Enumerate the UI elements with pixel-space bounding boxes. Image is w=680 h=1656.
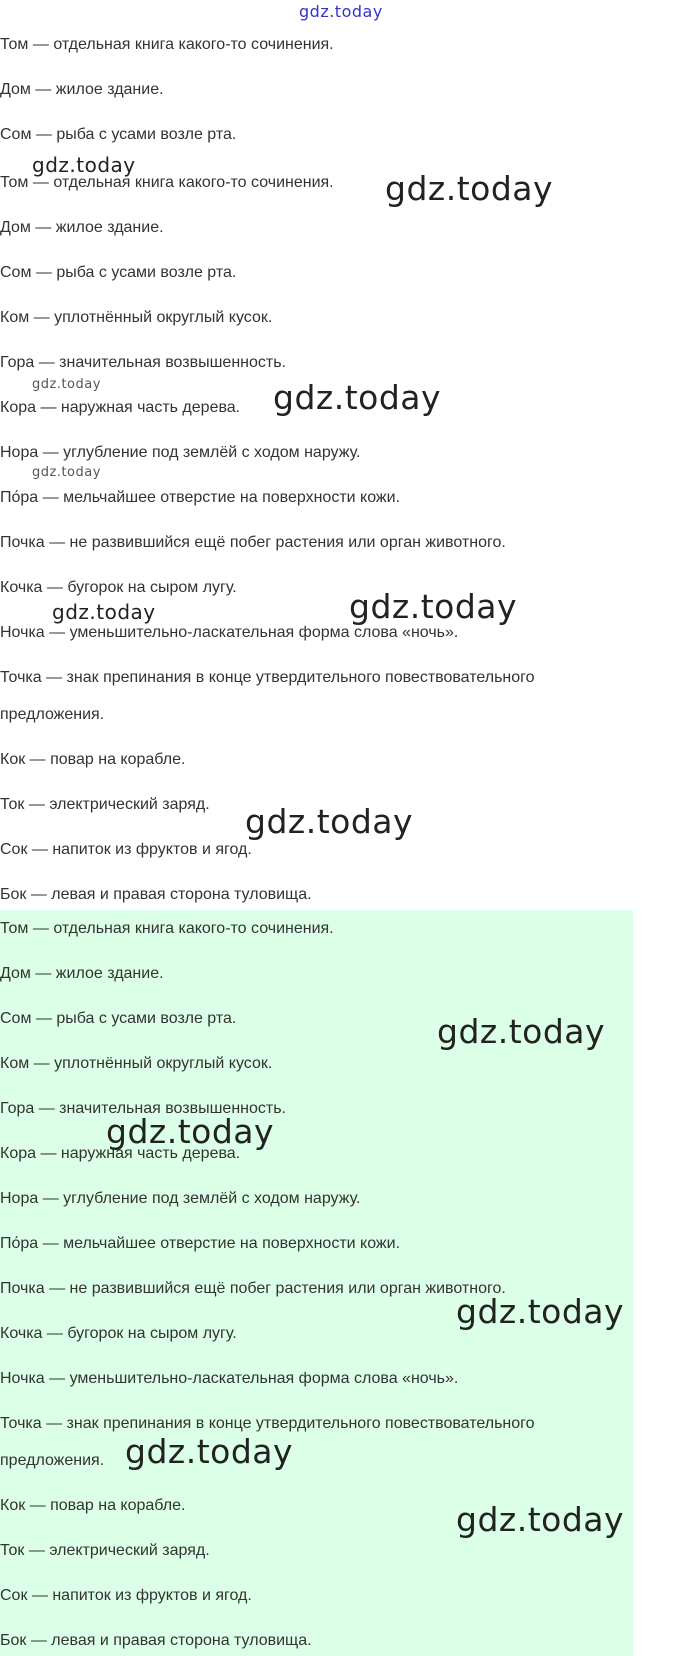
- text-line: Кочка — бугорок на сыром лугу.: [0, 579, 237, 596]
- text-line: Ток — электрический заряд.: [0, 1542, 210, 1559]
- text-line: Кочка — бугорок на сыром лугу.: [0, 1325, 237, 1342]
- watermark: gdz.today: [299, 2, 383, 21]
- watermark: gdz.today: [106, 1112, 275, 1151]
- text-line: Сом — рыба с усами возле рта.: [0, 1010, 237, 1027]
- text-line: Сок — напиток из фруктов и ягод.: [0, 841, 252, 858]
- watermark: gdz.today: [52, 600, 156, 624]
- watermark: gdz.today: [245, 802, 414, 841]
- text-line: Бок — левая и правая сторона туловища.: [0, 1632, 312, 1649]
- text-line: Том — отдельная книга какого-то сочинения.: [0, 174, 334, 191]
- text-line: Почка — не развившийся ещё побег растения или орган животного.: [0, 534, 506, 551]
- watermark: gdz.today: [456, 1500, 625, 1539]
- watermark: gdz.today: [349, 587, 518, 626]
- watermark: gdz.today: [32, 377, 101, 392]
- text-line: Ночка — уменьшительно-ласкательная форма слова «ночь».: [0, 1370, 459, 1387]
- text-line: Кок — повар на корабле.: [0, 1497, 186, 1514]
- text-line: Сом — рыба с усами возле рта.: [0, 264, 237, 281]
- text-line: Дом — жилое здание.: [0, 81, 164, 98]
- text-line: Ток — электрический заряд.: [0, 796, 210, 813]
- watermark: gdz.today: [32, 465, 101, 480]
- text-line: Сом — рыба с усами возле рта.: [0, 126, 237, 143]
- text-line: Ком — уплотнённый округлый кусок.: [0, 309, 273, 326]
- watermark: gdz.today: [273, 378, 442, 417]
- text-line: Гора — значительная возвышенность.: [0, 354, 286, 371]
- text-line: По́ра — мельчайшее отверстие на поверхности кожи.: [0, 1235, 401, 1252]
- text-line: Том — отдельная книга какого-то сочинения.: [0, 920, 334, 937]
- watermark: gdz.today: [32, 153, 136, 177]
- text-line: предложения.: [0, 1452, 105, 1469]
- text-line: Бок — левая и правая сторона туловища.: [0, 886, 312, 903]
- text-line: Кора — наружная часть дерева.: [0, 1145, 241, 1162]
- text-line: Дом — жилое здание.: [0, 965, 164, 982]
- text-line: Гора — значительная возвышенность.: [0, 1100, 286, 1117]
- text-line: Ком — уплотнённый округлый кусок.: [0, 1055, 273, 1072]
- text-line: Том — отдельная книга какого-то сочинения.: [0, 36, 334, 53]
- text-line: Ночка — уменьшительно-ласкательная форма слова «ночь».: [0, 624, 459, 641]
- text-line: Точка — знак препинания в конце утвердительного повествовательного: [0, 1415, 535, 1432]
- text-line: Кора — наружная часть дерева.: [0, 399, 241, 416]
- watermark: gdz.today: [125, 1432, 294, 1471]
- text-line: Точка — знак препинания в конце утвердительного повествовательного: [0, 669, 535, 686]
- text-line: Почка — не развившийся ещё побег растения или орган животного.: [0, 1280, 506, 1297]
- watermark: gdz.today: [437, 1012, 606, 1051]
- text-line: Кок — повар на корабле.: [0, 751, 186, 768]
- text-line: Нора — углубление под землёй с ходом наружу.: [0, 1190, 361, 1207]
- text-line: предложения.: [0, 706, 105, 723]
- watermark: gdz.today: [456, 1292, 625, 1331]
- text-line: Сок — напиток из фруктов и ягод.: [0, 1587, 252, 1604]
- watermark: gdz.today: [385, 169, 554, 208]
- text-line: Нора — углубление под землёй с ходом наружу.: [0, 444, 361, 461]
- text-line: По́ра — мельчайшее отверстие на поверхности кожи.: [0, 489, 401, 506]
- text-line: Дом — жилое здание.: [0, 219, 164, 236]
